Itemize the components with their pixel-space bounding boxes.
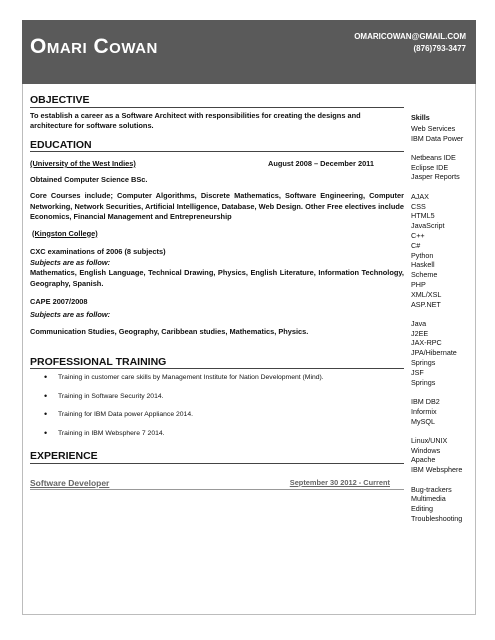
training-item: • Training in customer care skills by Management Institute for Nation Development (Mind).	[44, 373, 404, 392]
main-column	[30, 95, 404, 490]
job-dates: September 30 2012 - Current	[289, 477, 390, 487]
phone-number: (876)793-3477	[413, 44, 466, 53]
skill-item: IBM DB2	[411, 396, 440, 406]
contact-info	[354, 31, 466, 55]
skill-item: Apache	[411, 455, 436, 465]
job-title: Software Developer	[30, 477, 110, 488]
skill-group	[411, 485, 473, 524]
skill-item: PHP	[411, 279, 426, 289]
skill-item: Eclipse IDE	[411, 162, 449, 172]
training-item: • Training in Software Security 2014.	[44, 392, 404, 411]
skill-item: J2EE	[411, 328, 429, 338]
job-entry	[30, 478, 404, 491]
skill-group	[411, 192, 473, 310]
uwi-row	[30, 159, 404, 170]
skill-item: Springs	[411, 358, 436, 368]
skills-heading: Skills	[411, 113, 430, 122]
skill-item: JPA/Hibernate	[411, 348, 457, 358]
skill-group	[411, 319, 473, 388]
cxc-subjects-label: Subjects are as follow:	[30, 257, 111, 267]
cxc-subjects: Mathematics, English Language, Technical Drawing, Physics, English Literature, Information Technology, Geography, Spanish.	[30, 268, 404, 288]
cape-title: CAPE 2007/2008	[30, 297, 88, 306]
skill-item: Springs	[411, 377, 436, 387]
degree-text: Obtained Computer Science BSc.	[30, 174, 148, 184]
skill-item: Web Services	[411, 123, 456, 133]
skill-item: Editing	[411, 504, 433, 514]
skill-item: ASP.NET	[411, 299, 441, 309]
skill-item: Python	[411, 250, 434, 260]
cape-subjects: Communication Studies, Geography, Caribbean studies, Mathematics, Physics.	[30, 327, 309, 336]
skill-item: Informix	[411, 406, 437, 416]
email-address[interactable]: OMARICOWAN@GMAIL.COM	[354, 32, 466, 41]
skill-item: Linux/UNIX	[411, 435, 448, 445]
skill-item: Haskell	[411, 260, 435, 270]
resume-header	[22, 20, 476, 84]
skills-sidebar	[411, 113, 473, 533]
skill-item: IBM Data Power	[411, 133, 464, 143]
education-heading: EDUCATION	[30, 140, 404, 153]
skill-item: JSF	[411, 367, 424, 377]
core-courses-text: Core Courses include; Computer Algorithms, Discrete Mathematics, Software Engineering, Computer Networking, Network Securities, Artificial Intelligence, Database, Web Design. Other Free electives include Economics, Financial Management and Entrepreneurship	[30, 191, 404, 221]
objective-heading: OBJECTIVE	[30, 95, 404, 108]
training-item: • Training for IBM Data power Appliance 2014.	[44, 410, 404, 429]
skill-group	[411, 124, 473, 144]
skill-item: Bug-trackers	[411, 484, 452, 494]
skills-list	[411, 124, 473, 524]
skill-item: AJAX	[411, 191, 429, 201]
uwi-dates: August 2008 – December 2011	[268, 159, 374, 168]
skill-item: JavaScript	[411, 221, 445, 231]
skill-item: Java	[411, 318, 427, 328]
training-item: • Training in IBM Websphere 7 2014.	[44, 429, 404, 448]
kc-name: (Kingston College)	[32, 228, 98, 238]
skill-item: C#	[411, 240, 421, 250]
skill-item: Netbeans IDE	[411, 152, 456, 162]
experience-heading: EXPERIENCE	[30, 451, 404, 464]
skill-item: XML/XSL	[411, 289, 442, 299]
applicant-name: Omari Cowan	[30, 35, 158, 58]
skill-item: CSS	[411, 201, 426, 211]
cape-subjects-label: Subjects are as follow:	[30, 309, 111, 319]
cxc-title: CXC examinations of 2006 (8 subjects)	[30, 247, 166, 256]
objective-text: To establish a career as a Software Architect with responsibilities for creating the designs and architecture for software solutions.	[30, 110, 361, 130]
skill-item: Multimedia	[411, 494, 446, 504]
skill-group	[411, 153, 473, 182]
skill-item: JAX-RPC	[411, 338, 442, 348]
skill-group	[411, 436, 473, 475]
skill-item: Windows	[411, 445, 441, 455]
skill-item: C++	[411, 230, 425, 240]
training-list	[44, 373, 404, 447]
skill-item: HTML5	[411, 211, 435, 221]
skill-item: Jasper Reports	[411, 172, 460, 182]
skill-group	[411, 397, 473, 426]
skill-item: Scheme	[411, 270, 438, 280]
training-heading: PROFESSIONAL TRAINING	[30, 357, 404, 370]
skill-item: IBM Websphere	[411, 465, 463, 475]
skill-item: Troubleshooting	[411, 513, 463, 523]
uwi-name: (University of the West Indies)	[30, 159, 136, 168]
skill-item: MySQL	[411, 416, 435, 426]
